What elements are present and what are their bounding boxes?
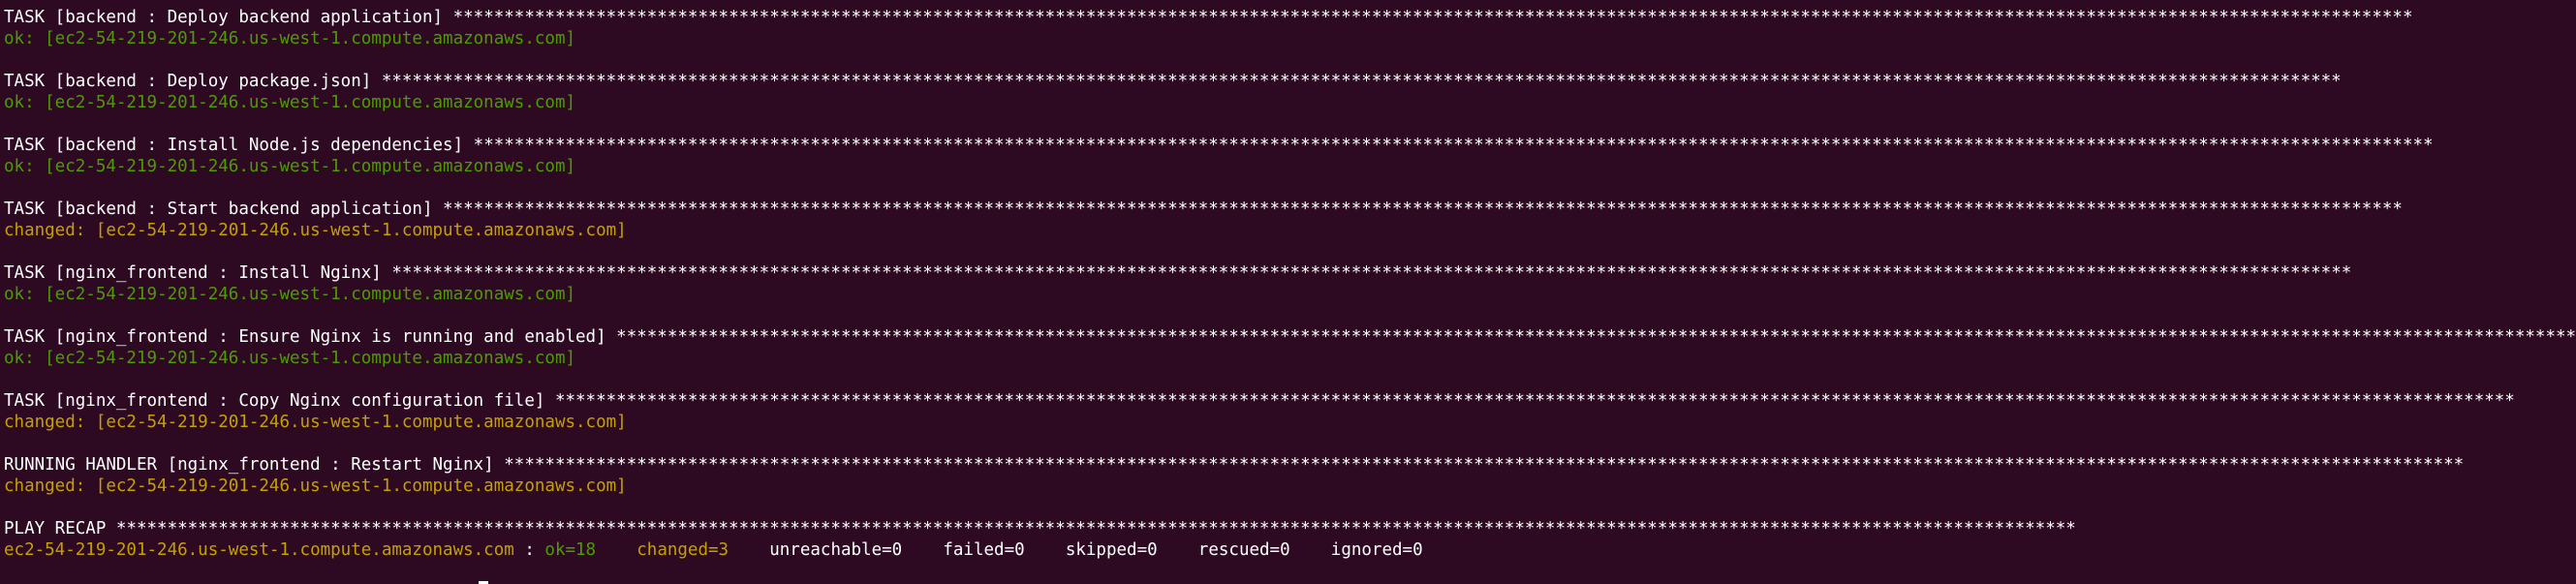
recap-unreachable-count: unreachable=0 — [769, 540, 903, 560]
separator-stars: ************************************************************************************************************************************************************************************************ — [554, 391, 2515, 411]
task-header-start-backend: TASK [backend : Start backend application] ************************************************************************************************************************************************************************************************ — [4, 200, 2403, 219]
task-status-deploy-package: ok: [ec2-54-219-201-246.us-west-1.compute.amazonaws.com] — [4, 93, 576, 112]
blank-line — [4, 113, 1784, 135]
recap-ok-count: ok=18 — [544, 540, 597, 560]
task-status-copy-nginx-config: changed: [ec2-54-219-201-246.us-west-1.compute.amazonaws.com] — [4, 413, 627, 432]
recap-host: ec2-54-219-201-246.us-west-1.compute.amazonaws.com — [4, 540, 514, 560]
recap-separator: : — [513, 540, 545, 560]
blank-line — [4, 305, 1784, 326]
recap-failed-count: failed=0 — [943, 540, 1025, 560]
task-status-install-deps: ok: [ec2-54-219-201-246.us-west-1.compute.amazonaws.com] — [4, 157, 576, 176]
blank-line — [4, 433, 1784, 454]
blank-line — [4, 497, 1784, 518]
recap-rescued-count: rescued=0 — [1197, 540, 1290, 560]
play-recap-summary — [4, 539, 1784, 561]
separator-stars: ************************************************************************************************************************************************************************************************ — [443, 200, 2403, 219]
recap-changed-count: changed=3 — [636, 540, 729, 560]
separator-stars: ************************************************************************************************************************************************************************************************ — [115, 519, 2076, 538]
recap-skipped-count: skipped=0 — [1065, 540, 1158, 560]
blank-line — [4, 49, 1784, 71]
blank-line — [4, 369, 1784, 390]
task-status-deploy-backend: ok: [ec2-54-219-201-246.us-west-1.compute.amazonaws.com] — [4, 29, 576, 48]
task-status-install-nginx: ok: [ec2-54-219-201-246.us-west-1.compute.amazonaws.com] — [4, 285, 576, 304]
recap-ignored-count: ignored=0 — [1330, 540, 1423, 560]
separator-stars: ************************************************************************************************************************************************************************************************ — [504, 455, 2465, 475]
separator-stars: ************************************************************************************************************************************************************************************************ — [391, 263, 2352, 283]
task-header-install-deps: TASK [backend : Install Node.js dependencies] ************************************************************************************************************************************************************************************************ — [4, 136, 2434, 155]
separator-stars: ************************************************************************************************************************************************************************************************ — [616, 327, 2576, 347]
play-recap-header: PLAY RECAP ************************************************************************************************************************************************************************************************ — [4, 519, 2076, 538]
blank-line — [4, 241, 1784, 262]
handler-header-restart-nginx: RUNNING HANDLER [nginx_frontend : Restart Nginx] ************************************************************************************************************************************************************************************************ — [4, 455, 2465, 475]
task-header-deploy-backend: TASK [backend : Deploy backend application] ************************************************************************************************************************************************************************************************ — [4, 8, 2413, 27]
task-header-ensure-nginx: TASK [nginx_frontend : Ensure Nginx is running and enabled] ************************************************************************************************************************************************************************************************ — [4, 327, 2576, 347]
separator-stars: ************************************************************************************************************************************************************************************************ — [381, 72, 2342, 91]
separator-stars: ************************************************************************************************************************************************************************************************ — [473, 136, 2434, 155]
task-header-copy-nginx-config: TASK [nginx_frontend : Copy Nginx configuration file] ************************************************************************************************************************************************************************************************ — [4, 391, 2515, 411]
task-status-ensure-nginx: ok: [ec2-54-219-201-246.us-west-1.compute.amazonaws.com] — [4, 349, 576, 368]
handler-status-restart-nginx: changed: [ec2-54-219-201-246.us-west-1.compute.amazonaws.com] — [4, 476, 627, 496]
task-header-deploy-package: TASK [backend : Deploy package.json] ************************************************************************************************************************************************************************************************ — [4, 72, 2342, 91]
task-header-install-nginx: TASK [nginx_frontend : Install Nginx] ************************************************************************************************************************************************************************************************ — [4, 263, 2352, 283]
blank-line — [4, 177, 1784, 199]
separator-stars: ************************************************************************************************************************************************************************************************ — [452, 8, 2413, 27]
task-status-start-backend: changed: [ec2-54-219-201-246.us-west-1.compute.amazonaws.com] — [4, 221, 627, 240]
